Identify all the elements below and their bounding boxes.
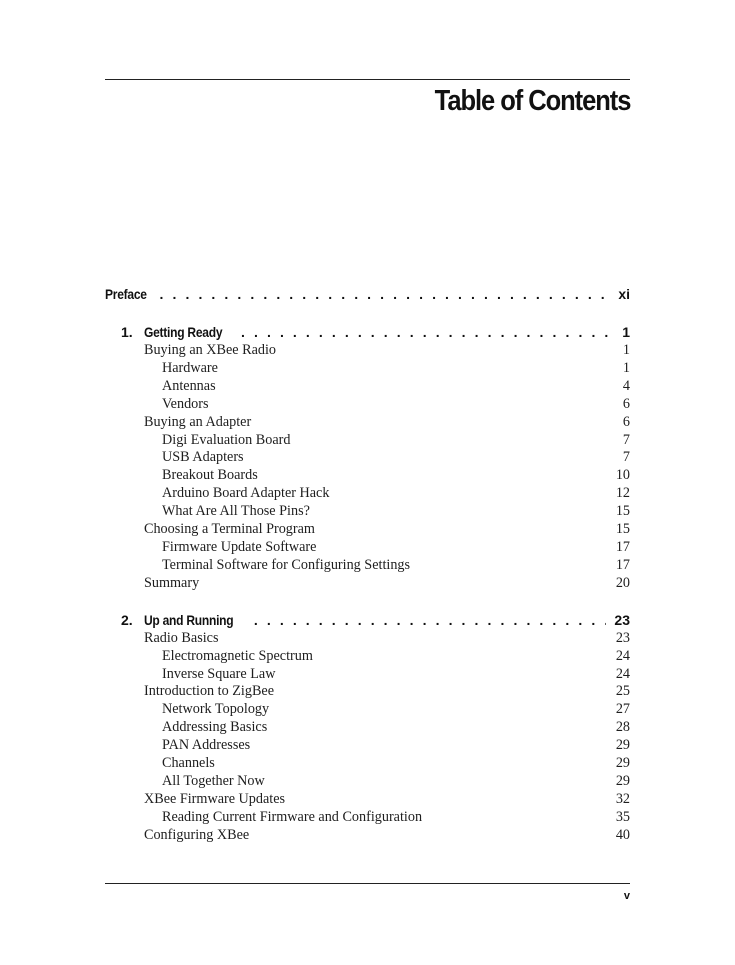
- toc-subsection-entry[interactable]: [105, 360, 630, 378]
- entry-label: Channels: [162, 755, 215, 772]
- entry-label: Network Topology: [162, 701, 270, 718]
- toc-subsection-entry[interactable]: [105, 773, 630, 791]
- toc-subsection-entry[interactable]: [105, 467, 630, 485]
- toc-subsection-entry[interactable]: [105, 666, 630, 684]
- entry-label: Hardware: [162, 359, 218, 376]
- toc-subsection-entry[interactable]: [105, 378, 630, 396]
- entry-page-number: 7: [622, 431, 630, 448]
- entry-label: Breakout Boards: [162, 467, 258, 484]
- entry-label: Buying an XBee Radio: [144, 342, 277, 358]
- entry-label: Firmware Update Software: [162, 538, 317, 555]
- entry-label: Digi Evaluation Board: [162, 431, 291, 448]
- entry-page-number: 29: [615, 755, 630, 772]
- toc-subsection-entry[interactable]: [105, 449, 630, 467]
- entry-page-number: 28: [615, 719, 630, 736]
- entry-label: Electromagnetic Spectrum: [162, 647, 313, 664]
- entry-label: Summary: [144, 574, 200, 591]
- chapter-title: Up and Running: [144, 611, 234, 628]
- entry-page-number: 12: [615, 485, 630, 502]
- top-rule: [105, 79, 630, 80]
- entry-page-number: 40: [615, 826, 630, 843]
- entry-page-number: 17: [615, 538, 630, 555]
- bottom-rule: [105, 883, 630, 884]
- chapter-page-number: 23: [614, 611, 630, 628]
- toc-subsection-entry[interactable]: [105, 648, 630, 666]
- entry-label: All Together Now: [162, 772, 265, 789]
- toc-subsection-entry[interactable]: [105, 539, 630, 557]
- entry-page-number: 24: [615, 647, 630, 664]
- chapter-entries: [105, 342, 630, 593]
- toc-subsection-entry[interactable]: [105, 485, 630, 503]
- entry-label: Inverse Square Law: [162, 665, 276, 682]
- entry-page-number: 29: [615, 772, 630, 789]
- toc-subsection-entry[interactable]: [105, 809, 630, 827]
- entry-page-number: 7: [622, 449, 630, 466]
- entry-page-number: 4: [622, 377, 630, 394]
- chapter-page-number: 1: [622, 324, 630, 340]
- entry-page-number: 1: [622, 342, 630, 358]
- entry-label: What Are All Those Pins?: [162, 503, 310, 520]
- toc-section-entry[interactable]: [105, 521, 630, 539]
- chapter-title: Getting Ready: [144, 324, 223, 340]
- chapter-2: [105, 610, 630, 845]
- dot-leader: [241, 322, 614, 342]
- entry-page-number: 15: [615, 503, 630, 520]
- entry-page-number: 29: [615, 737, 630, 754]
- entry-page-number: 20: [615, 574, 630, 591]
- toc-section-entry[interactable]: [105, 342, 630, 360]
- entry-label: Antennas: [162, 377, 216, 394]
- toc-subsection-entry[interactable]: [105, 557, 630, 575]
- entry-page-number: 24: [615, 665, 630, 682]
- entry-label: Radio Basics: [144, 629, 219, 646]
- entry-page-number: 6: [622, 413, 630, 430]
- entry-page-number: 27: [615, 701, 630, 718]
- entry-page-number: 6: [622, 395, 630, 412]
- chapter-1: [105, 322, 630, 593]
- toc-subsection-entry[interactable]: [105, 755, 630, 773]
- toc-preface-row[interactable]: [105, 284, 630, 304]
- entry-label: XBee Firmware Updates: [144, 790, 286, 807]
- toc-subsection-entry[interactable]: [105, 503, 630, 521]
- toc-section-entry[interactable]: [105, 575, 630, 593]
- toc-subsection-entry[interactable]: [105, 719, 630, 737]
- toc-subsection-entry[interactable]: [105, 701, 630, 719]
- chapter-heading[interactable]: [121, 322, 630, 342]
- page-title: Table of Contents: [434, 85, 630, 117]
- dot-leader: [254, 610, 607, 630]
- entry-page-number: 25: [615, 683, 630, 700]
- entry-page-number: 10: [615, 467, 630, 484]
- folio-page-number: v: [623, 890, 630, 902]
- entry-label: Buying an Adapter: [144, 413, 252, 430]
- chapter-entries: [105, 630, 630, 845]
- entry-page-number: 23: [615, 629, 630, 646]
- preface-label: Preface: [105, 286, 147, 302]
- chapter-heading[interactable]: [121, 610, 630, 630]
- entry-label: USB Adapters: [162, 449, 244, 466]
- entry-label: Vendors: [162, 395, 209, 412]
- chapter-number: 2.: [121, 611, 133, 628]
- entry-label: Reading Current Firmware and Configuration: [162, 808, 423, 825]
- table-of-contents: [105, 284, 630, 862]
- entry-label: Arduino Board Adapter Hack: [162, 485, 330, 502]
- preface-page-number: xi: [618, 286, 630, 302]
- entry-page-number: 32: [615, 790, 630, 807]
- toc-section-entry[interactable]: [105, 827, 630, 845]
- entry-page-number: 1: [622, 359, 630, 376]
- toc-section-entry[interactable]: [105, 791, 630, 809]
- entry-label: Terminal Software for Configuring Settings: [162, 556, 411, 573]
- entry-label: Configuring XBee: [144, 826, 250, 843]
- toc-subsection-entry[interactable]: [105, 432, 630, 450]
- entry-label: Choosing a Terminal Program: [144, 521, 315, 538]
- toc-section-entry[interactable]: [105, 683, 630, 701]
- entry-page-number: 35: [615, 808, 630, 825]
- entry-label: PAN Addresses: [162, 737, 251, 754]
- chapter-number: 1.: [121, 324, 133, 340]
- toc-section-entry[interactable]: [105, 414, 630, 432]
- entry-page-number: 17: [615, 556, 630, 573]
- dot-leader: [160, 284, 611, 304]
- toc-section-entry[interactable]: [105, 630, 630, 648]
- entry-page-number: 15: [615, 521, 630, 538]
- toc-subsection-entry[interactable]: [105, 737, 630, 755]
- entry-label: Introduction to ZigBee: [144, 683, 275, 700]
- toc-subsection-entry[interactable]: [105, 396, 630, 414]
- entry-label: Addressing Basics: [162, 719, 268, 736]
